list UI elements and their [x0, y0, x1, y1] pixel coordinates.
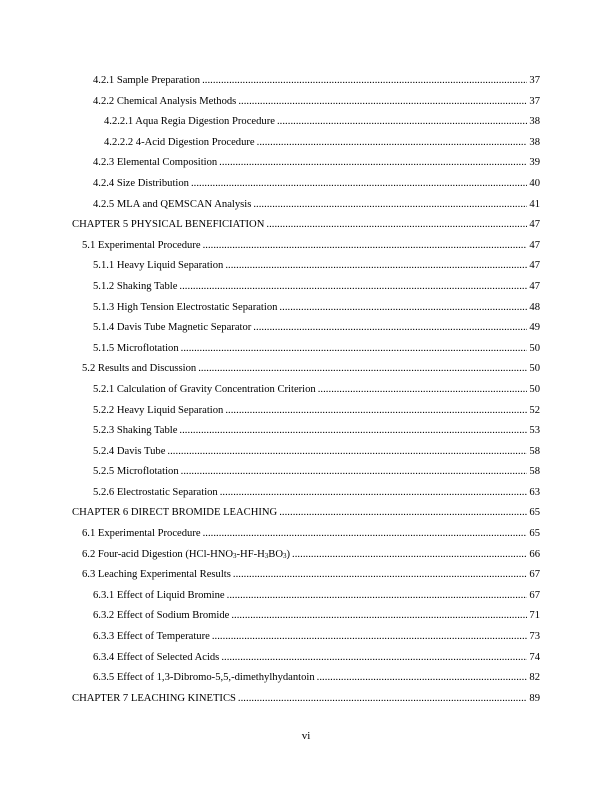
toc-entry[interactable]: [72, 298, 540, 319]
toc-entry-title: 5.1 Experimental Procedure: [82, 239, 201, 251]
toc-entry-title: 5.1.5 Microflotation: [93, 342, 179, 354]
toc-entry-page: 82: [529, 672, 540, 684]
toc-entry[interactable]: [72, 318, 540, 339]
toc-entry-title: CHAPTER 7 LEACHING KINETICS: [72, 692, 236, 704]
toc-entry-page: 41: [529, 198, 540, 210]
toc-entry-title: 6.2 Four-acid Digestion $(HCl-HNO_3-HF-H_3BO_3)$: [82, 548, 291, 560]
toc-entry[interactable]: [72, 92, 540, 113]
toc-entry[interactable]: [72, 503, 540, 524]
toc-entry-page: 89: [529, 692, 540, 704]
dot-leader: [202, 71, 527, 92]
toc-entry-title: 5.1.2 Shaking Table: [93, 280, 178, 292]
toc-entry-title: 5.2.6 Electrostatic Separation: [93, 486, 218, 498]
toc-entry[interactable]: [72, 462, 540, 483]
toc-entry-page: 48: [529, 301, 540, 313]
toc-entry[interactable]: [72, 565, 540, 586]
toc-entry-page: 63: [529, 486, 540, 498]
dot-leader: [179, 421, 527, 442]
toc-entry[interactable]: [72, 401, 540, 422]
dot-leader: [220, 483, 528, 504]
toc-entry-title: 6.1 Experimental Procedure: [82, 528, 201, 540]
dot-leader: [203, 524, 528, 545]
toc-entry-title: 5.2.2 Heavy Liquid Separation: [93, 404, 224, 416]
toc-entry[interactable]: [72, 215, 540, 236]
toc-entry-title: 6.3 Leaching Experimental Results: [82, 569, 231, 581]
dot-leader: [191, 174, 527, 195]
dot-leader: [225, 256, 527, 277]
dot-leader: [225, 401, 527, 422]
toc-entry[interactable]: [72, 380, 540, 401]
toc-entry[interactable]: [72, 133, 540, 154]
toc-entry-page: 65: [529, 528, 540, 540]
toc-entry-title: 5.2.1 Calculation of Gravity Concentration Criterion: [93, 383, 316, 395]
toc-entry-page: 47: [529, 219, 540, 231]
toc-entry-title: 5.1.1 Heavy Liquid Separation: [93, 260, 224, 272]
toc-entry-page: 39: [529, 157, 540, 169]
toc-entry[interactable]: [72, 359, 540, 380]
dot-leader: [167, 442, 527, 463]
dot-leader: [277, 112, 527, 133]
toc-entry-title: CHAPTER 5 PHYSICAL BENEFICIATION: [72, 219, 265, 231]
toc-entry-title: 5.1.3 High Tension Electrostatic Separation: [93, 301, 278, 313]
dot-leader: [221, 648, 527, 669]
toc-entry-page: 58: [529, 466, 540, 478]
page-number: vi: [301, 730, 311, 742]
dot-leader: [219, 153, 527, 174]
dot-leader: [203, 236, 528, 257]
toc-entry[interactable]: [72, 483, 540, 504]
toc-entry-title: 6.3.1 Effect of Liquid Bromine: [93, 589, 225, 601]
dot-leader: [279, 503, 527, 524]
toc-entry-title: CHAPTER 6 DIRECT BROMIDE LEACHING: [72, 507, 278, 519]
toc-entry-page: 49: [529, 322, 540, 334]
toc-entry-title: 5.2.3 Shaking Table: [93, 425, 178, 437]
toc-entry-page: 74: [529, 651, 540, 663]
toc-entry-title: 4.2.3 Elemental Composition: [93, 157, 218, 169]
toc-entry-page: 37: [529, 75, 540, 86]
dot-leader: [292, 545, 527, 566]
toc-entry-page: 37: [529, 95, 540, 107]
toc-entry-title: 6.3.5 Effect of 1,3-Dibromo-5,5,-dimethylhydantoin: [93, 672, 315, 684]
toc-entry-title: 4.2.5 MLA and QEMSCAN Analysis: [93, 198, 252, 210]
toc-entry-page: 50: [529, 342, 540, 354]
dot-leader: [238, 92, 527, 113]
toc-entry-page: 53: [529, 425, 540, 437]
toc-entry-title: 5.2 Results and Discussion: [82, 363, 197, 375]
toc-entry-page: 47: [529, 260, 540, 272]
toc-entry-page: 50: [529, 383, 540, 395]
toc-entry[interactable]: [72, 689, 540, 710]
toc-entry-page: 50: [529, 363, 540, 375]
dot-leader: [318, 380, 528, 401]
toc-entry[interactable]: [72, 545, 540, 566]
dot-leader: [317, 668, 528, 689]
toc-entry-title: 4.2.2 Chemical Analysis Methods: [93, 95, 237, 107]
toc-entry-title: 5.1.4 Davis Tube Magnetic Separator: [93, 322, 252, 334]
toc-entry[interactable]: [72, 71, 540, 92]
toc-entry-page: 47: [529, 280, 540, 292]
dot-leader: [253, 318, 527, 339]
toc-entry-title: 4.2.2.1 Aqua Regia Digestion Procedure: [104, 116, 275, 128]
toc-entry-page: 38: [529, 136, 540, 148]
toc-entry-title: 4.2.1 Sample Preparation: [93, 75, 201, 86]
toc-entry[interactable]: [72, 277, 540, 298]
toc-entry-title: 5.2.5 Microflotation: [93, 466, 179, 478]
toc-entry-page: 71: [529, 610, 540, 622]
toc-entry[interactable]: [72, 339, 540, 360]
dot-leader: [233, 565, 528, 586]
toc-entry[interactable]: [72, 112, 540, 133]
toc-entry[interactable]: [72, 195, 540, 216]
toc-entry-title: 4.2.4 Size Distribution: [93, 177, 189, 189]
toc-entry-page: 58: [529, 445, 540, 457]
toc-entry-page: 65: [529, 507, 540, 519]
toc-entry-title: 6.3.2 Effect of Sodium Bromide: [93, 610, 230, 622]
dot-leader: [181, 462, 528, 483]
toc-entry[interactable]: [72, 153, 540, 174]
toc-entry[interactable]: [72, 442, 540, 463]
dot-leader: [181, 339, 528, 360]
toc-entry-title: 6.3.3 Effect of Temperature: [93, 631, 210, 643]
toc-entry[interactable]: [72, 668, 540, 689]
dot-leader: [266, 215, 527, 236]
toc-entry[interactable]: [72, 648, 540, 669]
dot-leader: [212, 627, 528, 648]
toc-entry[interactable]: [72, 586, 540, 607]
toc-entry-page: 52: [529, 404, 540, 416]
toc-entry[interactable]: [72, 606, 540, 627]
toc-entry-page: 38: [529, 116, 540, 128]
dot-leader: [231, 606, 527, 627]
toc-entry-page: 47: [529, 239, 540, 251]
toc-entry-title: 4.2.2.2 4-Acid Digestion Procedure: [104, 136, 255, 148]
dot-leader: [179, 277, 527, 298]
toc-entry-page: 67: [529, 589, 540, 601]
toc-entry-page: 40: [529, 177, 540, 189]
dot-leader: [253, 195, 527, 216]
toc-entry-page: 66: [529, 548, 540, 560]
dot-leader: [279, 298, 527, 319]
toc-entry[interactable]: [72, 256, 540, 277]
table-of-contents: [72, 71, 540, 709]
toc-entry[interactable]: [72, 627, 540, 648]
toc-entry-page: 67: [529, 569, 540, 581]
toc-entry[interactable]: [72, 421, 540, 442]
toc-entry[interactable]: [72, 524, 540, 545]
toc-entry[interactable]: [72, 174, 540, 195]
toc-entry-title: 6.3.4 Effect of Selected Acids: [93, 651, 220, 663]
toc-entry[interactable]: [72, 236, 540, 257]
dot-leader: [257, 133, 528, 154]
toc-entry-title: 5.2.4 Davis Tube: [93, 445, 166, 457]
dot-leader: [198, 359, 527, 380]
dot-leader: [227, 586, 528, 607]
toc-entry-page: 73: [529, 631, 540, 643]
dot-leader: [238, 689, 528, 710]
